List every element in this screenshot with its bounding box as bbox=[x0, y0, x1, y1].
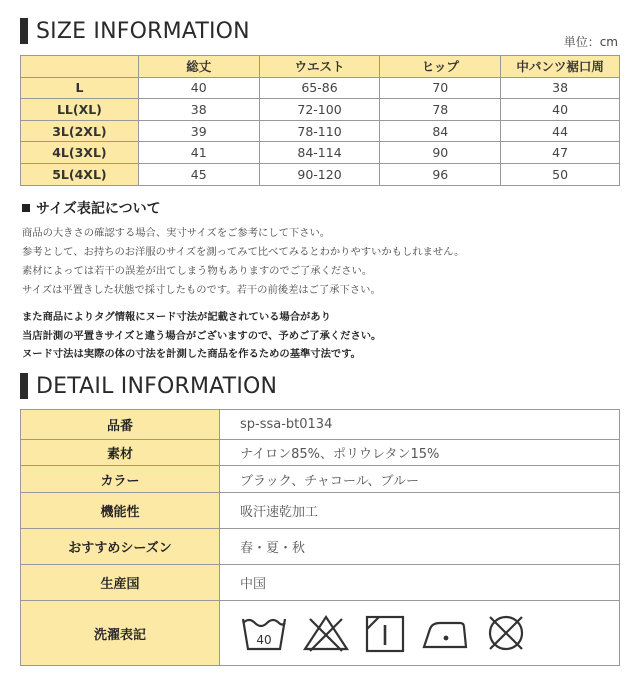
detail-information-header bbox=[20, 373, 277, 399]
table-row bbox=[21, 493, 620, 529]
table-cell: 78 bbox=[380, 99, 501, 121]
detail-value: sp-ssa-bt0134 bbox=[220, 410, 620, 440]
table-cell: 70 bbox=[380, 77, 501, 99]
table-cell: 90 bbox=[380, 142, 501, 164]
table-cell: 38 bbox=[501, 77, 620, 99]
table-cell: 96 bbox=[380, 163, 501, 185]
detail-value: ナイロン85%、ポリウレタン15% bbox=[220, 440, 620, 466]
table-row bbox=[21, 529, 620, 565]
table-cell: 45 bbox=[138, 163, 259, 185]
size-label: 4L(3XL) bbox=[21, 142, 139, 164]
detail-label: カラー bbox=[21, 466, 220, 493]
detail-label: 素材 bbox=[21, 440, 220, 466]
column-header-length: 総丈 bbox=[138, 56, 259, 78]
hang-dry-shade-icon bbox=[364, 613, 406, 653]
detail-label: 洗濯表記 bbox=[21, 601, 220, 666]
table-row bbox=[21, 142, 620, 164]
size-table bbox=[20, 55, 620, 186]
table-row bbox=[21, 163, 620, 185]
no-bleach-icon bbox=[302, 613, 350, 653]
nude-size-notes bbox=[22, 308, 622, 364]
no-dry-clean-icon bbox=[484, 613, 528, 653]
table-cell: 84 bbox=[380, 120, 501, 142]
table-row bbox=[21, 410, 620, 440]
column-header-hem: 中パンツ裾口周 bbox=[501, 56, 620, 78]
note-line: 素材によっては若干の誤差が出てしまう物もありますのでご了承ください。 bbox=[22, 265, 373, 277]
size-notes-title: サイズ表記について bbox=[36, 201, 161, 217]
table-cell: 50 bbox=[501, 163, 620, 185]
detail-information-title: DETAIL INFORMATION bbox=[36, 373, 278, 399]
table-cell: 40 bbox=[138, 77, 259, 99]
table-cell: 41 bbox=[138, 142, 259, 164]
care-symbols-cell bbox=[220, 601, 620, 666]
table-cell: 65-86 bbox=[259, 77, 380, 99]
size-information-title: SIZE INFORMATION bbox=[36, 18, 250, 44]
low-iron-icon bbox=[420, 613, 470, 653]
detail-value: 春・夏・秋 bbox=[220, 529, 620, 565]
detail-value: 中国 bbox=[220, 565, 620, 601]
table-cell: 72-100 bbox=[259, 99, 380, 121]
table-row bbox=[21, 601, 620, 666]
table-cell: 38 bbox=[138, 99, 259, 121]
table-row bbox=[21, 440, 620, 466]
wash-40-icon bbox=[240, 613, 288, 653]
bold-note-line: また商品によりタグ情報にヌード寸法が記載されている場合があり bbox=[22, 311, 331, 323]
size-label: L bbox=[21, 77, 139, 99]
column-header-waist: ウエスト bbox=[259, 56, 380, 78]
bold-note-line: ヌード寸法は実際の体の寸法を計測した商品を作るための基準寸法です。 bbox=[22, 348, 361, 360]
table-cell: 47 bbox=[501, 142, 620, 164]
detail-label: 生産国 bbox=[21, 565, 220, 601]
detail-value: 吸汗速乾加工 bbox=[220, 493, 620, 529]
size-information-header bbox=[20, 18, 250, 44]
table-row bbox=[21, 77, 620, 99]
size-table-corner bbox=[21, 56, 139, 78]
bold-note-line: 当店計測の平置きサイズと違う場合がございますので、予めご了承ください。 bbox=[22, 329, 382, 342]
size-notes-heading bbox=[22, 198, 161, 218]
table-row bbox=[21, 466, 620, 493]
size-label: LL(XL) bbox=[21, 99, 139, 121]
table-cell: 90-120 bbox=[259, 163, 380, 185]
column-header-hip: ヒップ bbox=[380, 56, 501, 78]
size-label: 5L(4XL) bbox=[21, 163, 139, 185]
care-icons bbox=[240, 613, 619, 653]
size-table-header-row bbox=[21, 56, 620, 78]
detail-table bbox=[20, 409, 620, 666]
note-line: 商品の大きさの確認する場合、実寸サイズをご参考にして下さい。 bbox=[22, 227, 331, 239]
note-line: 参考として、お持ちのお洋服のサイズを測ってみて比べてみるとわかりやすいかもしれません。 bbox=[22, 246, 465, 258]
table-cell: 39 bbox=[138, 120, 259, 142]
square-bullet-icon bbox=[22, 204, 30, 212]
size-notes bbox=[22, 224, 622, 300]
wash-temp-label: 40 bbox=[256, 633, 272, 647]
detail-value: ブラック、チャコール、ブルー bbox=[220, 466, 620, 493]
table-cell: 44 bbox=[501, 120, 620, 142]
note-line: サイズは平置きした状態で採寸したものです。若干の前後差はご了承下さい。 bbox=[22, 284, 381, 296]
table-cell: 40 bbox=[501, 99, 620, 121]
size-label: 3L(2XL) bbox=[21, 120, 139, 142]
detail-label: 機能性 bbox=[21, 493, 220, 529]
table-row bbox=[21, 99, 620, 121]
section-bar bbox=[20, 18, 28, 44]
detail-label: 品番 bbox=[21, 410, 220, 440]
unit-label: 単位：cm bbox=[563, 35, 618, 49]
table-cell: 78-110 bbox=[259, 120, 380, 142]
table-row bbox=[21, 120, 620, 142]
table-row bbox=[21, 565, 620, 601]
section-bar bbox=[20, 373, 28, 399]
table-cell: 84-114 bbox=[259, 142, 380, 164]
detail-label: おすすめシーズン bbox=[21, 529, 220, 565]
